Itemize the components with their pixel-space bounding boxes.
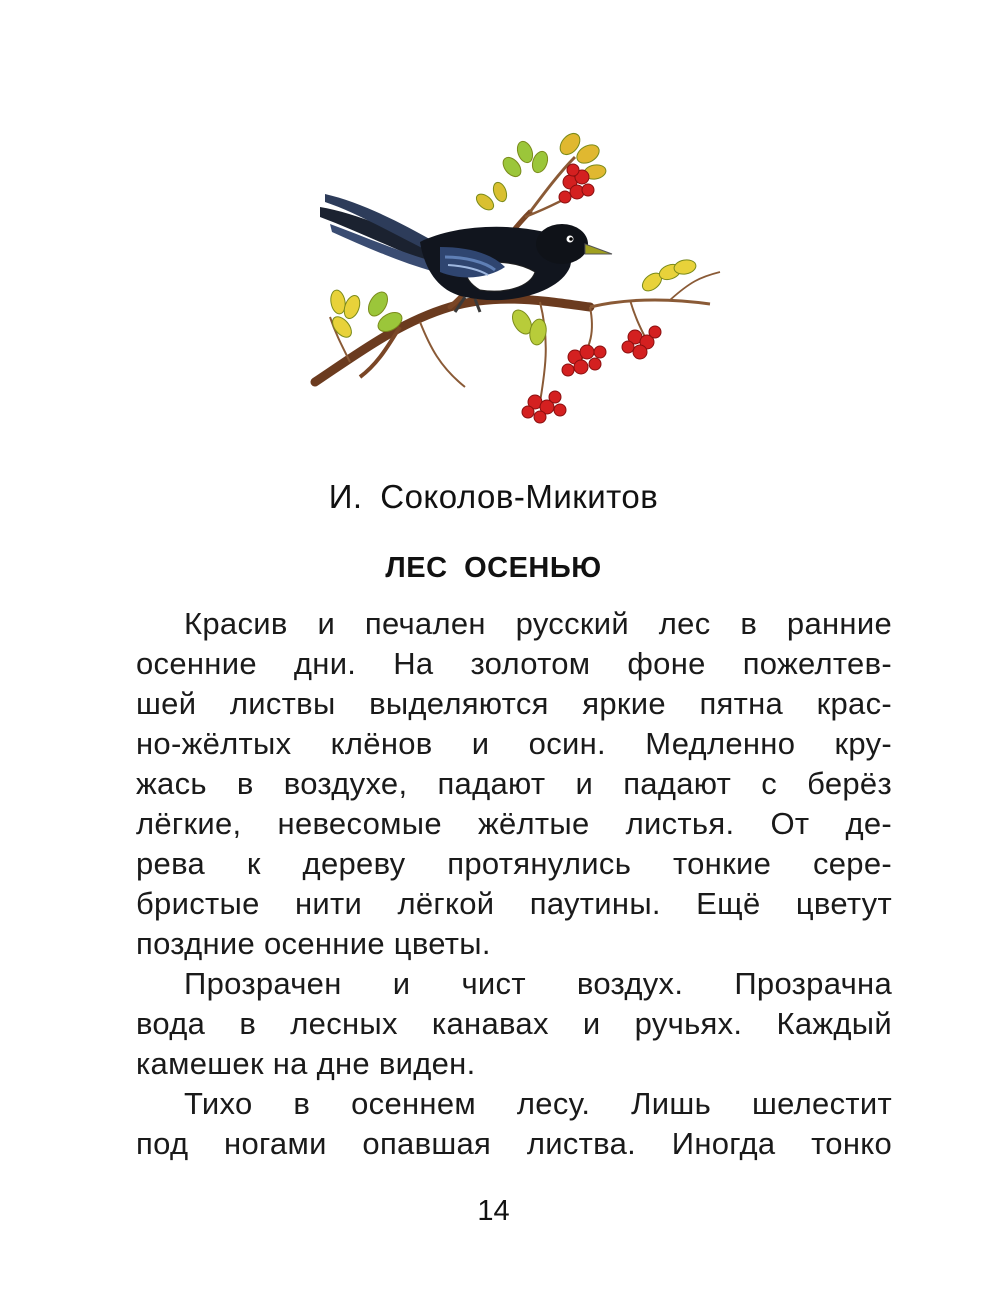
paragraph [136,604,892,964]
text-line: жась в воздухе, падают и падают с берёз [136,766,892,801]
page-number: 14 [477,1195,510,1227]
text-line: камешек на дне виден. [136,1046,476,1081]
text-line: лёгкие, невесомые жёлтые листья. От де- [136,806,892,841]
text-line: под ногами опавшая листва. Иногда тонко [136,1126,892,1161]
story-title: ЛЕС ОСЕНЬЮ [385,552,602,584]
story-text [136,604,892,1164]
magpie-on-rowan-branch-icon [290,132,740,432]
text-line: вода в лесных канавах и ручьях. Каждый [136,1006,892,1041]
text-line: рева к дереву протянулись тонкие сере- [136,846,892,881]
text-line: бристые нити лёгкой паутины. Ещё цветут [136,886,892,921]
text-line: Красив и печален русский лес в ранние [184,606,892,641]
text-line: шей листвы выделяются яркие пятна крас- [136,686,892,721]
text-line: но-жёлтых клёнов и осин. Медленно кру- [136,726,892,761]
text-line: Тихо в осеннем лесу. Лишь шелестит [184,1086,892,1121]
text-line: поздние осенние цветы. [136,926,491,961]
author-name: И. Соколов-Микитов [328,478,659,515]
text-line: осенние дни. На золотом фоне пожелтев- [136,646,892,681]
text-line: Прозрачен и чист воздух. Прозрачна [184,966,892,1001]
paragraph [136,964,892,1084]
paragraph [136,1084,892,1164]
